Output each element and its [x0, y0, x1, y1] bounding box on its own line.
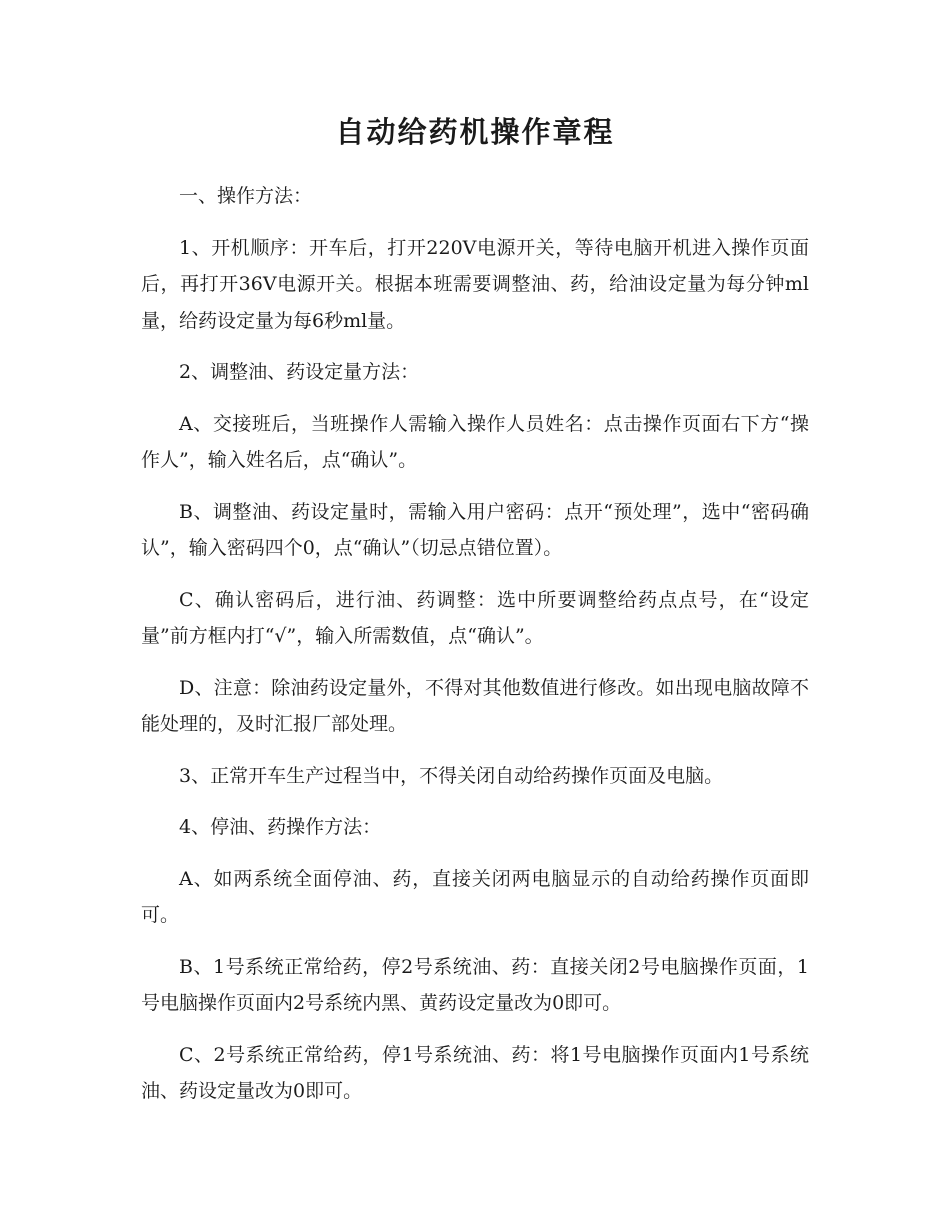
paragraph-adjust-step-d: D、注意：除油药设定量外，不得对其他数值进行修改。如出现电脑故障不能处理的，及时汇报厂部处理。	[141, 676, 809, 735]
section-heading-operation-method: 一、操作方法：	[179, 185, 313, 207]
paragraph-adjust-step-a: A、交接班后，当班操作人需输入操作人员姓名：点击操作页面右下方“操作人”，输入姓名后，点“确认”。	[141, 412, 809, 471]
document-title: 自动给药机操作章程	[335, 115, 615, 149]
paragraph-adjust-step-c: C、确认密码后，进行油、药调整：选中所要调整给药点点号，在“设定量”前方框内打“√”，输入所需数值，点“确认”。	[141, 588, 809, 647]
paragraph-startup-sequence: 1、开机顺序：开车后，打开220V电源开关，等待电脑开机进入操作页面后，再打开36V电源开关。根据本班需要调整油、药，给油设定量为每分钟ml量，给药设定量为每6秒ml量。	[141, 236, 809, 332]
paragraph-adjust-step-b: B、调整油、药设定量时，需输入用户密码：点开“预处理”，选中“密码确认”，输入密码四个0，点“确认”（切忌点错位置）。	[141, 500, 809, 559]
document-page	[141, 108, 809, 1110]
paragraph-normal-operation: 3、正常开车生产过程当中，不得关闭自动给药操作页面及电脑。	[179, 764, 724, 787]
paragraph-stop-step-a: A、如两系统全面停油、药，直接关闭两电脑显示的自动给药操作页面即可。	[141, 867, 809, 926]
paragraph-stop-method-heading: 4、停油、药操作方法：	[179, 816, 382, 838]
paragraph-stop-step-c: C、2号系统正常给药，停1号系统油、药：将1号电脑操作页面内1号系统油、药设定量改为0即可。	[141, 1043, 809, 1102]
paragraph-adjust-method-heading: 2、调整油、药设定量方法：	[179, 361, 420, 383]
paragraph-stop-step-b: B、1号系统正常给药，停2号系统油、药：直接关闭2号电脑操作页面，1号电脑操作页面内2号系统内黑、黄药设定量改为0即可。	[141, 955, 809, 1014]
